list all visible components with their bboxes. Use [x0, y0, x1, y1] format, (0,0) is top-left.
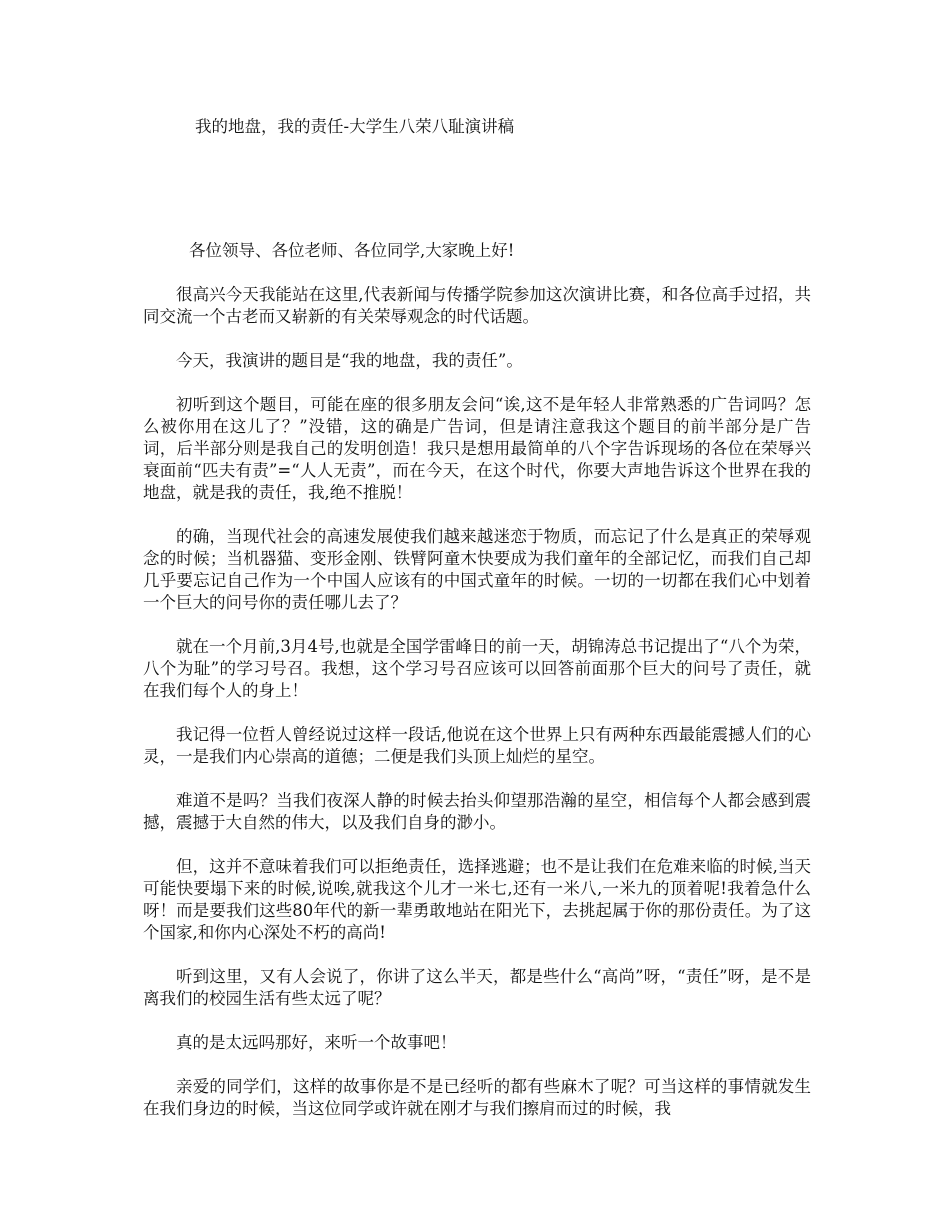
paragraph-9: 听到这里，又有人会说了，你讲了这么半天，都是些什么“高尚”呀，“责任”呀，是不是离我们的校园生活有些太远了呢？ — [143, 967, 811, 1008]
paragraph-1: 很高兴今天我能站在这里,代表新闻与传播学院参加这次演讲比赛，和各位高手过招，共同交流一个古老而又崭新的有关荣辱观念的时代话题。 — [143, 285, 811, 326]
paragraph-7: 难道不是吗？当我们夜深人静的时候去抬头仰望那浩瀚的星空，相信每个人都会感到震撼，震撼于大自然的伟大，以及我们自身的渺小。 — [143, 791, 811, 832]
paragraph-10: 真的是太远吗那好，来听一个故事吧！ — [176, 1033, 457, 1052]
document-title: 我的地盘，我的责任-大学生八荣八耻演讲稿 — [195, 117, 515, 136]
paragraph-11: 亲爱的同学们，这样的故事你是不是已经听的都有些麻木了呢？可当这样的事情就发生在我们身边的时候，当这位同学或许就在刚才与我们擦肩而过的时候，我 — [143, 1077, 811, 1118]
paragraph-3: 初听到这个题目，可能在座的很多朋友会问“诶,这不是年轻人非常熟悉的广告词吗？怎么被你用在这儿了？”没错，这的确是广告词，但是请注意我这个题目的前半部分是广告词，后半部分则是我自己的发明创造！我只是想用最简单的八个字告诉现场的各位在荣辱兴衰面前“匹夫有责”=“人人无责”，而在今天，在这个时代，你要大声地告诉这个世界在我的地盘，就是我的责任，我,绝不推脱！ — [143, 395, 811, 502]
paragraph-4: 的确，当现代社会的高速发展使我们越来越迷恋于物质，而忘记了什么是真正的荣辱观念的时候；当机器猫、变形金刚、铁臂阿童木快要成为我们童年的全部记忆，而我们自己却几乎要忘记自己作为一个中国人应该有的中国式童年的时候。一切的一切都在我们心中划着一个巨大的问号你的责任哪儿去了？ — [143, 527, 811, 612]
document-body — [143, 240, 811, 1142]
paragraph-2: 今天，我演讲的题目是“我的地盘，我的责任”。 — [176, 351, 523, 370]
paragraph-8: 但，这并不意味着我们可以拒绝责任，选择逃避；也不是让我们在危难来临的时候,当天可能快要塌下来的时候,说唉,就我这个儿才一米七,还有一米八,一米九的顶着呢!我着急什么呀！而是要我们这些80年代的新一辈勇敢地站在阳光下，去挑起属于你的那份责任。为了这个国家,和你内心深处不朽的高尚! — [143, 857, 811, 942]
paragraph-5: 就在一个月前,3月4号,也就是全国学雷峰日的前一天，胡锦涛总书记提出了“八个为荣，八个为耻”的学习号召。我想，这个学习号召应该可以回答前面那个巨大的问号了责任，就在我们每个人的身上！ — [143, 637, 811, 700]
paragraph-6: 我记得一位哲人曾经说过这样一段话,他说在这个世界上只有两种东西最能震撼人们的心灵，一是我们内心崇高的道德；二便是我们头顶上灿烂的星空。 — [143, 725, 811, 766]
greeting-line: 各位领导、各位老师、各位同学,大家晚上好! — [189, 241, 515, 260]
